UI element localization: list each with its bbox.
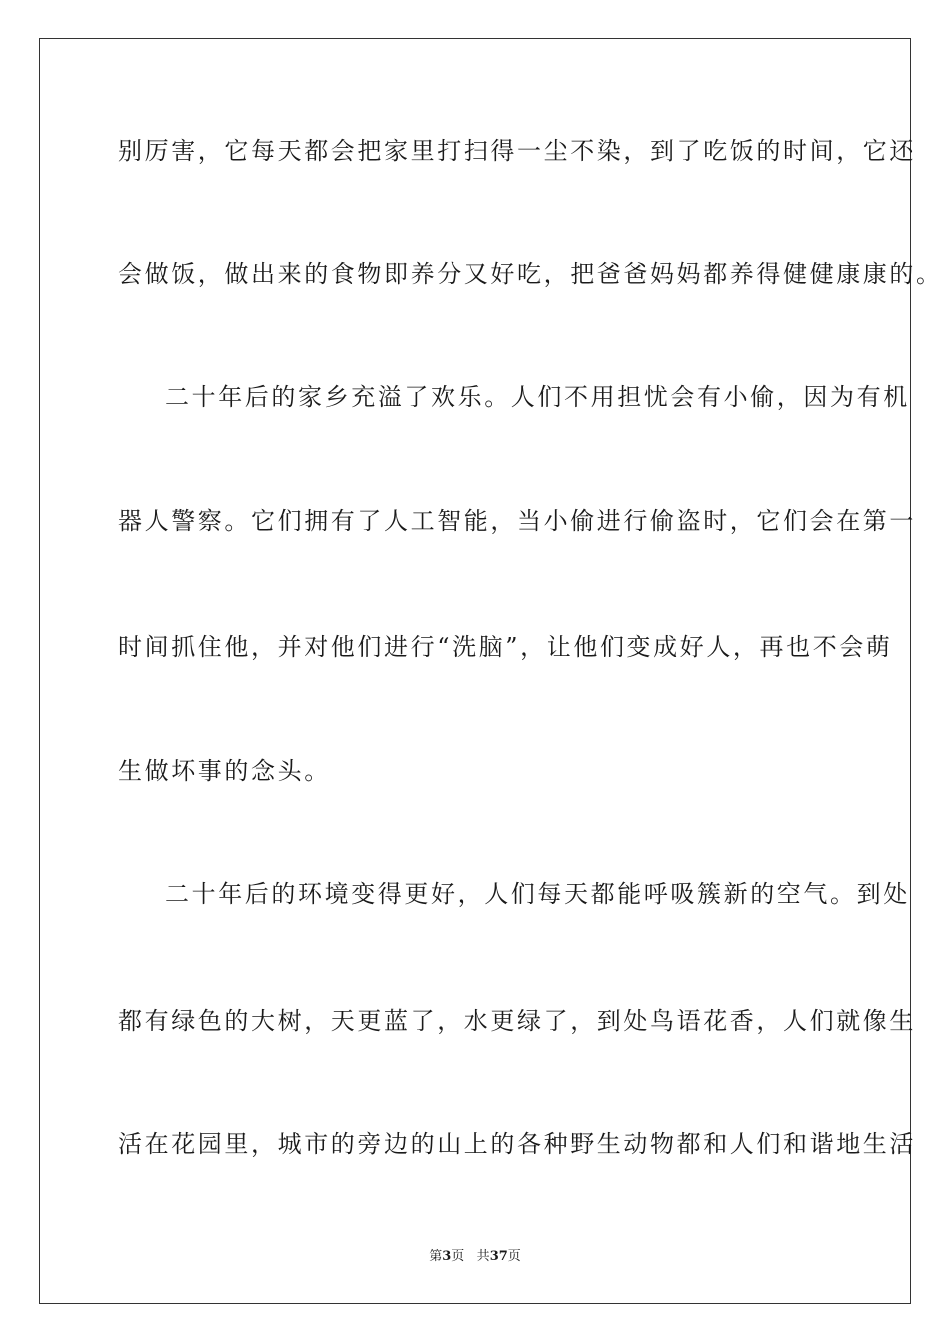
text-line-9: 活在花园里，城市的旁边的山上的各种野生动物都和人们和谐地生活 <box>118 1130 916 1158</box>
text-line-8: 都有绿色的大树，天更蓝了，水更绿了，到处鸟语花香，人们就像生 <box>118 1007 916 1035</box>
text-line-2: 会做饭，做出来的食物即养分又好吃，把爸爸妈妈都养得健健康康的。 <box>118 260 943 288</box>
text-line-6: 生做坏事的念头。 <box>118 757 331 785</box>
text-line-4: 器人警察。它们拥有了人工智能，当小偷进行偷盗时，它们会在第一 <box>118 507 916 535</box>
paragraph-start-line-3: 二十年后的家乡充溢了欢乐。人们不用担忧会有小偷，因为有机 <box>165 383 910 411</box>
page-suffix: 页 <box>451 1249 465 1264</box>
text-line-5: 时间抓住他，并对他们进行“洗脑”，让他们变成好人，再也不会萌 <box>118 633 893 661</box>
paragraph-start-line-7: 二十年后的环境变得更好，人们每天都能呼吸簇新的空气。到处 <box>165 880 910 908</box>
page-number: 3 <box>442 1249 452 1264</box>
total-prefix: 共 <box>476 1249 490 1264</box>
page-prefix: 第 <box>429 1249 443 1264</box>
total-suffix: 页 <box>507 1249 521 1264</box>
page-footer <box>0 1249 950 1265</box>
page-border <box>39 38 943 1304</box>
total-pages: 37 <box>489 1249 508 1264</box>
text-line-1: 别厉害，它每天都会把家里打扫得一尘不染，到了吃饭的时间，它还 <box>118 137 916 165</box>
